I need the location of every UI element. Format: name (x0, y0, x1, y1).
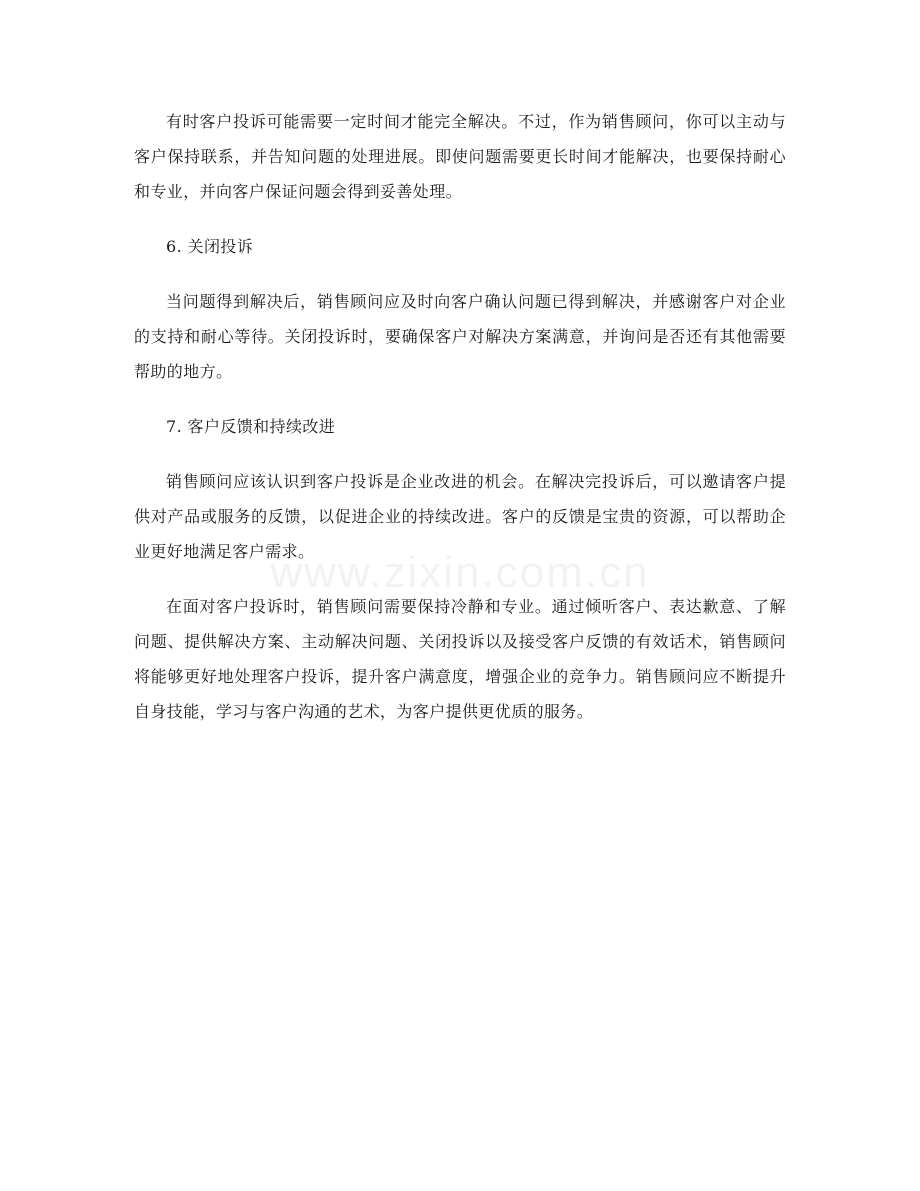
paragraph-feedback: 销售顾问应该认识到客户投诉是企业改进的机会。在解决完投诉后，可以邀请客户提供对产品或服务的反馈，以促进企业的持续改进。客户的反馈是宝贵的资源，可以帮助企业更好地满足客户需求。 (134, 472, 786, 561)
paragraph-complaint-follow-up: 有时客户投诉可能需要一定时间才能完全解决。不过，作为销售顾问，你可以主动与客户保持联系，并告知问题的处理进展。即使问题需要更长时间才能解决，也要保持耐心和专业，并向客户保证问题会得到妥善处理。 (134, 112, 786, 201)
document-body (134, 104, 786, 729)
section-heading-close-complaint: 6. 关闭投诉 (166, 237, 254, 256)
paragraph-close-complaint: 当问题得到解决后，销售顾问应及时向客户确认问题已得到解决，并感谢客户对企业的支持和耐心等待。关闭投诉时，要确保客户对解决方案满意，并询问是否还有其他需要帮助的地方。 (134, 292, 786, 381)
section-heading-feedback: 7. 客户反馈和持续改进 (166, 417, 336, 436)
paragraph-conclusion: 在面对客户投诉时，销售顾问需要保持冷静和专业。通过倾听客户、表达歉意、了解问题、提供解决方案、主动解决问题、关闭投诉以及接受客户反馈的有效话术，销售顾问将能够更好地处理客户投诉，提升客户满意度，增强企业的竞争力。销售顾问应不断提升自身技能，学习与客户沟通的艺术，为客户提供更优质的服务。 (134, 597, 786, 721)
watermark: www.zixin.com.cn (270, 548, 650, 597)
